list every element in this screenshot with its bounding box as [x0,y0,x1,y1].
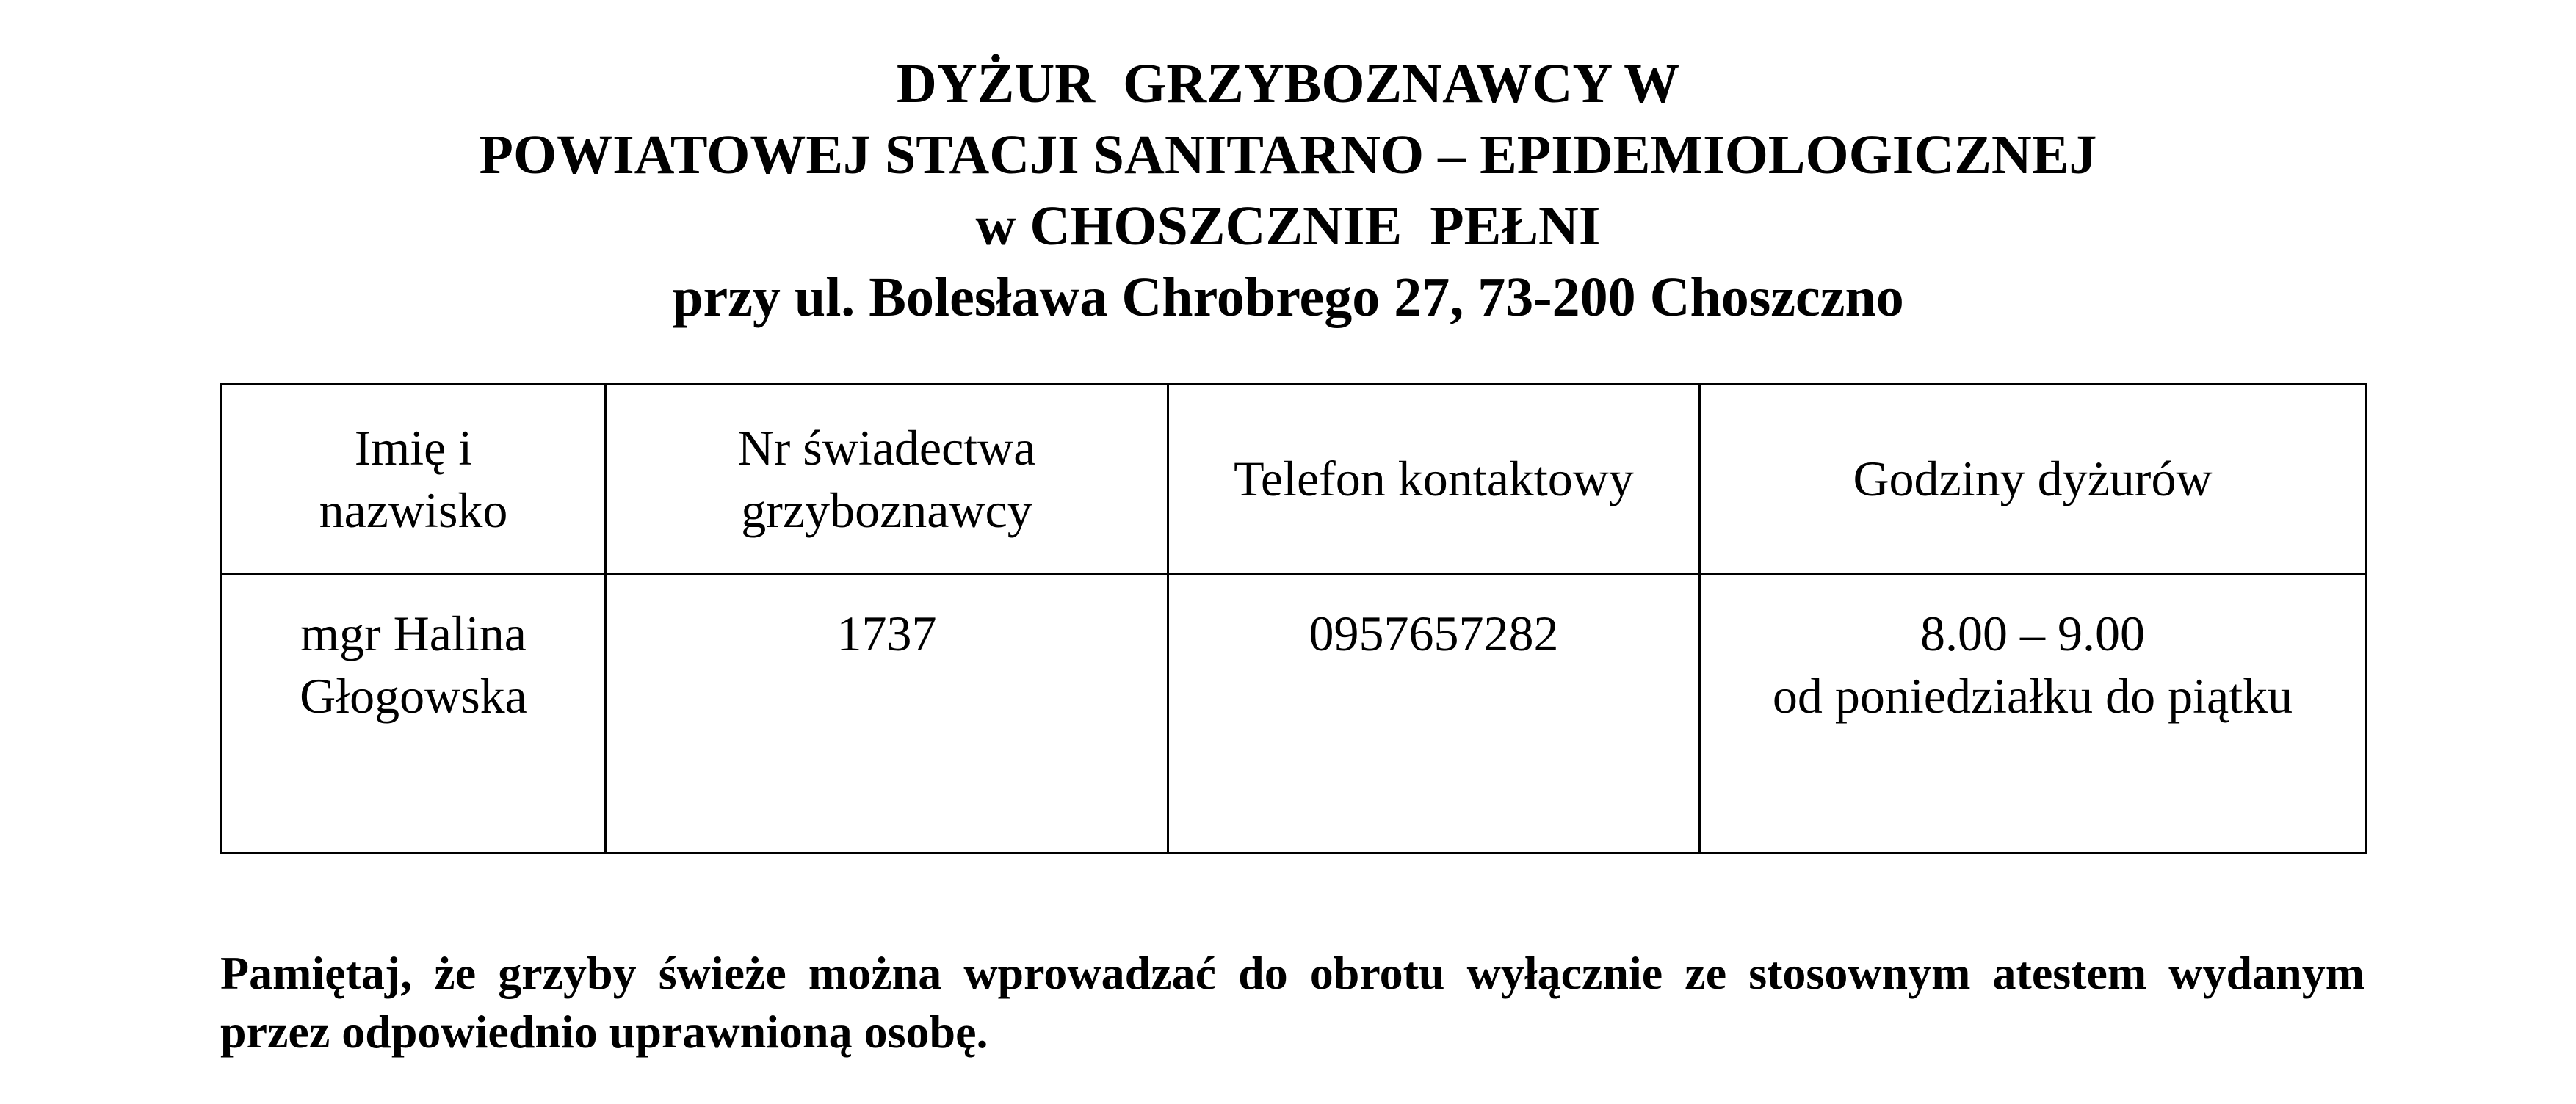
cell-certificate-value: 1737 [836,606,937,661]
cell-phone-value: 0957657282 [1309,606,1559,661]
cell-hours-line-2: od poniedziałku do piątku [1772,668,2293,724]
header-hours-line-1: Godziny dyżurów [1853,451,2213,506]
table-header-row [222,385,2366,574]
note-line-1: Pamiętaj, że grzyby świeże można wprowadzać do obrotu wyłącznie ze stosownym atestem wydanym [220,947,2365,999]
header-phone [1168,385,1700,574]
header-phone-line-1: Telefon kontaktowy [1234,451,1634,506]
header-name-line-1: Imię i [354,419,473,476]
header-name-line-2: nazwisko [319,482,508,538]
duty-table [220,383,2367,854]
table-row [222,574,2366,854]
cell-name [222,574,606,854]
heading-line-4: przy ul. Bolesława Chrobrego 27, 73-200 Choszczno [672,266,1904,328]
document-heading [0,48,2576,333]
cell-name-line-1: mgr Halina [300,606,527,661]
header-name [222,385,606,574]
header-certificate-line-2: grzyboznawcy [741,482,1032,538]
cell-hours [1700,574,2366,854]
heading-line-1: DYŻUR GRZYBOZNAWCY W [896,53,1680,115]
reminder-note [220,944,2365,1061]
cell-certificate [606,574,1168,854]
cell-phone [1168,574,1700,854]
header-certificate [606,385,1168,574]
note-line-2: przez odpowiednio uprawnioną osobę. [220,1006,988,1058]
header-hours [1700,385,2366,574]
heading-line-2: POWIATOWEJ STACJI SANITARNO – EPIDEMIOLOGICZNEJ [479,124,2097,186]
cell-name-line-2: Głogowska [300,668,527,724]
cell-hours-line-1: 8.00 – 9.00 [1920,606,2145,661]
header-certificate-line-1: Nr świadectwa [737,419,1036,476]
heading-line-3: w CHOSZCZNIE PEŁNI [975,195,1601,257]
